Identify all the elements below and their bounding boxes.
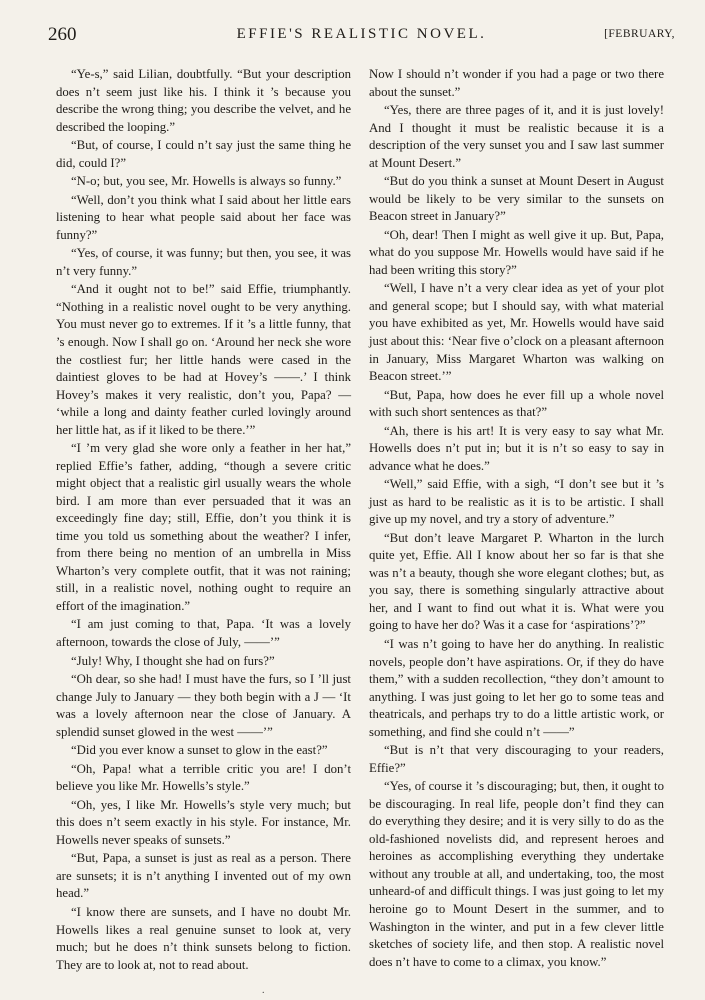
paragraph: “But is n’t that very discouraging to your readers, Effie?” [369,743,664,775]
paragraph: “I know there are sunsets, and I have no doubt Mr. Howells likes a real genuine sunset to look at, very much; but he does n’t think sunsets belong to fiction. They are to look at, not to read about. [56,904,351,972]
paragraph: “Yes, of course, it was funny; but then, you see, it was n’t very funny.” [56,246,351,278]
paragraph-continuation: Now I should n’t wonder if you had a page or two there about the sunset.” [369,67,664,99]
paragraph: “Yes, there are three pages of it, and it is just lovely! And I thought it must be realistic because it is a description of the very sunset you and I saw last summer at Mount Desert.” [369,103,664,170]
paragraph: “Oh, yes, I like Mr. Howells’s style very much; but this does n’t seem exactly in his style. For instance, Mr. Howells never speaks of sunsets.” [56,797,351,847]
footer-mark: . [262,985,265,996]
paragraph: “July! Why, I thought she had on furs?” [71,653,275,668]
paragraph: “Ah, there is his art! It is very easy to say what Mr. Howells does n’t put in; but it is n’t so easy to say in advance what he does.” [369,423,664,473]
paragraph: “N-o; but, you see, Mr. Howells is always so funny.” [71,174,342,189]
paragraph: “But, Papa, a sunset is just as real as a person. There are sunsets; it is n’t anything I invented out of my own head.” [56,851,351,901]
issue-label: [FEBRUARY, [604,28,675,40]
paragraph: “Yes, of course it ’s discouraging; but, then, it ought to be discouraging. In real life, people don’t find they can do everything they desire; and it is very silly to do as the old-fashioned novelists did, and represent heroes and heroines as accomplishing everything they undertake without any trouble at all, and undertaking, too, the most unheard-of and difficult things. I was just going to let my heroine go to Mount Desert in the summer, and to Washington in the winter, and put in a few clever little sketches of society life, and then stop. A realistic novel does n’t have to come to a climax, you know.” [369,779,664,969]
paragraph: “I was n’t going to have her do anything. In realistic novels, people don’t have aspirations. Or, if they do have them,” with a sudden recollection, “they don’t amount to anything. I was just going to let her go to some teas and theatricals, and perhaps try to do a little artistic work, or something, and find she could n’t ——” [369,637,664,739]
paragraph: “But don’t leave Margaret P. Wharton in the lurch quite yet, Effie. All I know about her so far is that she was n’t a beauty, though she wore elegant clothes; but, as you say, there is something singularly attractive about her, and I want to find out what it is. What were you going to have her do? Was it a case for ‘aspirations’?” [369,530,664,633]
paragraph: “Oh, Papa! what a terrible critic you are! I don’t believe you like Mr. Howells’s style.” [56,761,351,794]
paragraph: “And it ought not to be!” said Effie, triumphantly. “Nothing in a realistic novel ought to be very anything. You must never go to extremes. If it ’s a little funny, that ’s enough. Now I shall go on. ‘Around her neck she wore the costliest fur; her little hands were cased in the daintiest gloves to be had at Hovey’s ——.’ I think Hovey’s makes it very realistic, don’t you, Papa? — ‘while a long and dainty feather curled lovingly around her little hat, as if it liked to be there.’” [56,282,351,437]
paragraph: “But do you think a sunset at Mount Desert in August would be likely to be very similar to the sunsets on Beacon street in January?” [369,174,664,224]
paragraph: “Well, don’t you think what I said about her little ears listening to hear what people said about her face was funny?” [56,192,351,242]
page-header [48,24,675,52]
page-number: 260 [48,24,77,45]
right-column [369,66,664,972]
left-column [56,66,351,975]
paragraph: “I ’m very glad she wore only a feather in her hat,” replied Effie’s father, adding, “though a severe critic might object that a realistic girl usually wears the whole bird. I am more than ever persuaded that it was an exceedingly fine day; still, Effie, don’t you think it is time you told us something about the weather? I infer, from there being no mention of an umbrella in Miss Wharton’s very complete outfit, that it was not raining; still, in a realistic novel, nothing ought to require an effort of the imagination.” [56,441,351,613]
paragraph: “Did you ever know a sunset to glow in the east?” [71,743,328,758]
paragraph: “Oh dear, so she had! I must have the furs, so I ’ll just change July to January — they both begin with a J — ‘It was a lovely afternoon near the close of January. A splendid sunset glowed in the west ——’” [56,672,351,739]
paragraph: “Well,” said Effie, with a sigh, “I don’t see but it ’s just as hard to be realistic as it is to be artistic. I shall give up my novel, and try a story of adventure.” [369,477,664,527]
paragraph: “Ye-s,” said Lilian, doubtfully. “But your description does n’t seem just like his. I think it ’s because you describe the wrong thing; you describe the velvet, and he described the looping.” [56,67,351,134]
paragraph: “Well, I have n’t a very clear idea as yet of your plot and general scope; but I should say, with what material you have exhibited as yet, Mr. Howells would have said just about this: ‘Near five o’clock on a pleasant afternoon in January, Miss Margaret Wharton was walking on Beacon street.’” [369,281,664,384]
paragraph: “But, of course, I could n’t say just the same thing he did, could I?” [56,138,351,170]
running-title: EFFIE'S REALISTIC NOVEL. [236,26,487,42]
paragraph: “Oh, dear! Then I might as well give it up. But, Papa, what do you suppose Mr. Howells would have said if he had been writing this story?” [369,227,664,277]
paragraph: “I am just coming to that, Papa. ‘It was a lovely afternoon, towards the close of July, ——’” [56,617,351,649]
paragraph: “But, Papa, how does he ever fill up a whole novel with such short sentences as that?” [369,387,664,420]
